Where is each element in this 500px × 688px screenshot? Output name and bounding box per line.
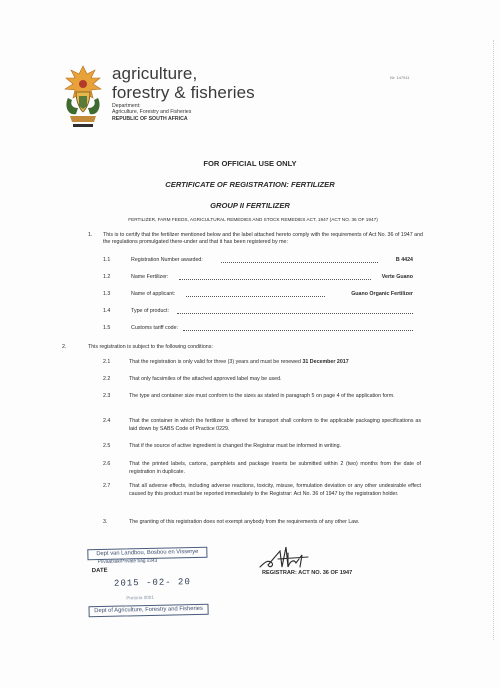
condition-number: 2.6 <box>103 461 111 467</box>
department-details <box>112 103 191 122</box>
official-use-heading: FOR OFFICIAL USE ONLY <box>203 159 297 168</box>
condition-number: 2.3 <box>103 393 111 399</box>
field-registration-number <box>103 257 413 265</box>
condition-text: That the container in which the fertilizer is offered for transport shall conform to the applicable packaging specifications as laid down by SABS Code of Practice 0229. <box>129 418 421 432</box>
section-3-text: The granting of this registration does not exempt anybody from the requirements of any other Law. <box>129 519 360 525</box>
act-reference: FERTILIZER, FARM FEEDS, AGRICULTURAL REMEDIES AND STOCK REMEDIES ACT, 1947 (ACT NO. 36 OF 1947) <box>128 217 378 222</box>
section-1-number: 1. <box>88 232 93 238</box>
stamp-date: 2015 -02- 20 <box>113 577 191 589</box>
section-2-number: 2. <box>62 344 67 350</box>
field-value: Guano Organic Fertilizer <box>351 291 413 297</box>
dotted-leader <box>183 330 413 331</box>
dept-line-3: REPUBLIC OF SOUTH AFRICA <box>112 115 188 122</box>
field-number: 1.5 <box>103 325 111 331</box>
field-number: 1.4 <box>103 308 111 314</box>
condition-text-main: That the registration is only valid for three (3) years and must be renewed <box>129 359 301 365</box>
condition-number: 2.7 <box>103 483 111 489</box>
condition-text: That only facsimiles of the attached approved label may be used. <box>129 376 282 382</box>
field-product-type <box>103 308 413 316</box>
brand-line-1: agriculture, <box>112 64 198 83</box>
official-date-stamp <box>87 547 208 619</box>
field-fertilizer-name <box>103 274 413 282</box>
stamp-top-line: Dept van Landbou, Bosbou en Visserye <box>87 547 207 561</box>
section-3-number: 3. <box>103 519 108 525</box>
field-label: Customs tariff code: <box>131 325 179 331</box>
registrar-title: REGISTRAR: ACT NO. 36 OF 1947 <box>262 570 353 576</box>
field-applicant-name <box>103 291 413 299</box>
stamp-postal-line: Pretoria 0001 <box>126 594 154 601</box>
field-number: 1.2 <box>103 274 111 280</box>
department-brand <box>112 64 255 102</box>
condition-number: 2.5 <box>103 443 111 449</box>
field-number: 1.3 <box>103 291 111 297</box>
field-value: B 4424 <box>395 257 413 263</box>
field-label: Registration Number awarded: <box>131 257 203 263</box>
reference-number: Nr: 147911 <box>390 75 410 80</box>
section-1-text: This is to certify that the fertilizer mentioned below and the label attached hereto comply with the requirements of Act No. 36 of 1947 and the regulations promulgated there-under and that it has been registered by me: <box>103 232 423 246</box>
stamp-bottom-line: Dept of Agriculture, Forestry and Fisheries <box>88 604 208 618</box>
certificate-title: CERTIFICATE OF REGISTRATION: FERTILIZER <box>165 180 335 189</box>
coat-of-arms-icon <box>58 62 108 130</box>
dotted-leader <box>186 296 325 297</box>
condition-text: That all adverse effects, including adverse reactions, toxicity, misuse, formulation deviation or any other undesirable effect caused by this product must be reported immediately to the Registrar: Act No. 36 of 1947 by the registration holder. <box>129 483 421 497</box>
registrar-signature <box>258 541 318 571</box>
condition-text: The type and container size must conform to the sizes as stated in paragraph 5 on page 4 of the application form. <box>129 393 395 399</box>
condition-text: That the printed labels, cartons, pamphlets and package inserts be submitted within 2 (two) months from the date of registration in duplicate. <box>129 461 421 475</box>
condition-text-bold: 31 December 2017 <box>302 359 349 365</box>
condition-number: 2.1 <box>103 359 111 365</box>
brand-line-2: forestry & fisheries <box>112 83 255 102</box>
field-customs-tariff <box>103 325 413 333</box>
field-label: Name of applicant: <box>131 291 176 297</box>
stamp-sub-line: Privaatsak/Private bag x343 <box>97 558 158 566</box>
condition-text: That if the source of active ingredient is changed the Registrar must be informed in writing. <box>129 443 341 449</box>
condition-number: 2.4 <box>103 418 111 424</box>
field-value: Verte Guano <box>381 274 413 280</box>
section-2-intro: This registration is subject to the following conditions: <box>88 344 213 350</box>
dept-line-1: Department: <box>112 103 141 109</box>
field-label: Type of product: <box>131 308 169 314</box>
dotted-leader <box>179 279 371 280</box>
dept-line-2: Agriculture, Forestry and Fisheries <box>112 109 192 116</box>
condition-number: 2.2 <box>103 376 111 382</box>
condition-text <box>129 359 421 367</box>
dotted-leader <box>221 262 378 263</box>
field-number: 1.1 <box>103 257 111 263</box>
group-title: GROUP II FERTILIZER <box>210 201 290 210</box>
dotted-leader <box>177 313 413 314</box>
page-edge-border <box>487 40 494 640</box>
field-label: Name Fertilizer: <box>131 274 169 280</box>
stamp-date-label: DATE <box>91 567 108 575</box>
